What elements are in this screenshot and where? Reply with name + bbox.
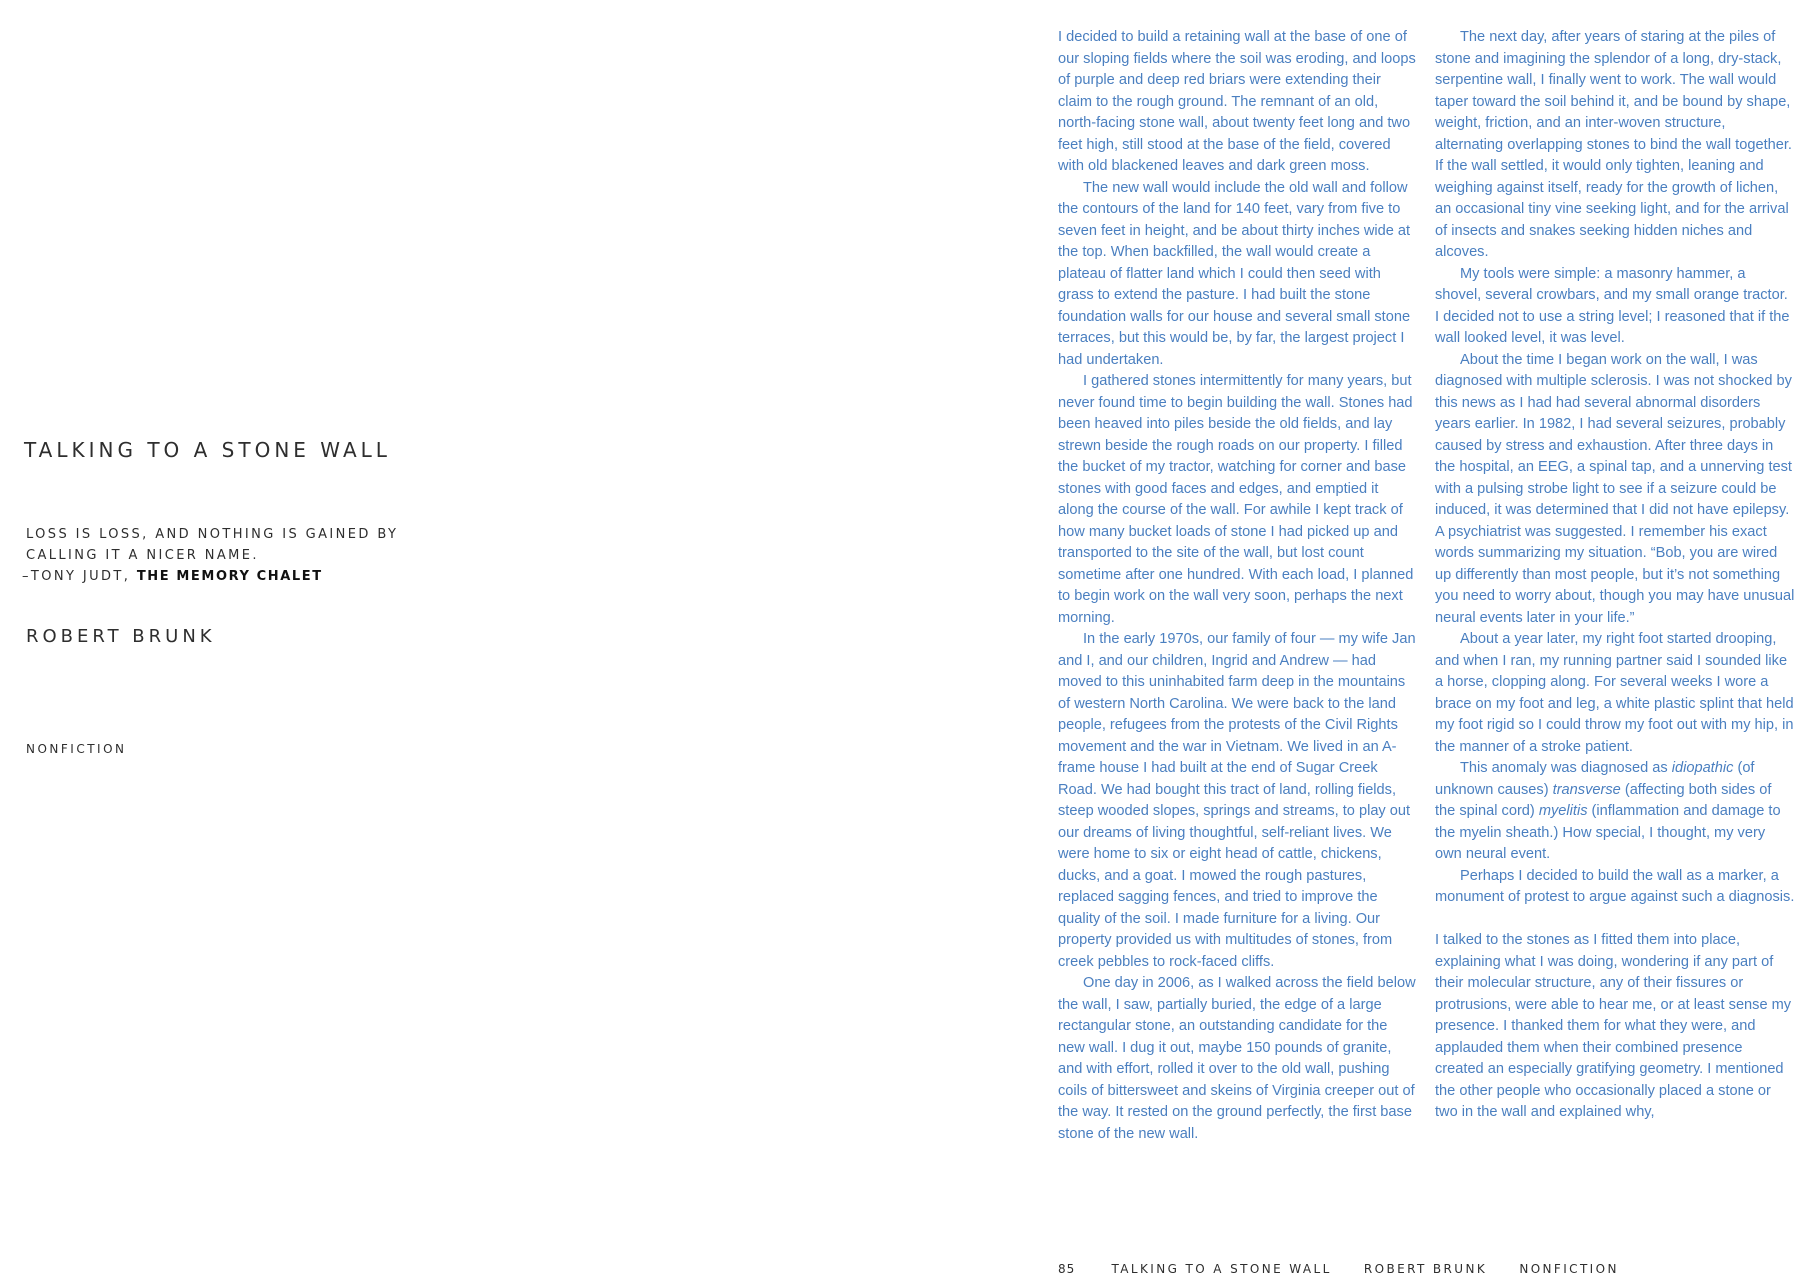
running-footer: [1058, 1262, 1645, 1276]
italic-term: idiopathic: [1671, 760, 1734, 776]
paragraph: [1435, 758, 1795, 866]
paragraph: About a year later, my right foot started drooping, and when I ran, my running partner said I sounded like a horse, clopping along. For several weeks I wore a brace on my foot and leg, a white plastic splint that held my foot rigid so I could throw my foot out with my hip, in the manner of a stroke patient.: [1435, 631, 1794, 755]
paragraph: I gathered stones intermittently for many years, but never found time to begin building the wall. Stones had been heaved into piles beside the old fields, and lay strewn beside the rough roads on our property. I filled the bucket of my tractor, watching for corner and base stones with good faces and edges, and emptied it along the course of the wall. For awhile I kept track of how many bucket loads of stone I had picked up and transported to the site of the wall, but lost count sometime after one hundred. With each load, I planned to begin work on the wall very soon, perhaps the next morning.: [1058, 373, 1414, 626]
italic-term: myelitis: [1538, 803, 1588, 819]
text-column-1: [1058, 27, 1418, 1145]
paragraph: In the early 1970s, our family of four — my wife Jan and I, and our children, Ingrid and Andrew — had moved to this uninhabited farm deep in the mountains of western North Carolina. We were back to the land people, refugees from the protests of the Civil Rights movement and the war in Vietnam. We lived in an A-frame house I had built at the end of Sugar Creek Road. We had bought this tract of land, rolling fields, steep wooded slopes, springs and streams, to play out our dreams of living thoughtful, self-reliant lives. We were home to six or eight head of cattle, chickens, ducks, and a goat. I mowed the rough pastures, replaced sagging fences, and tried to improve the quality of the soil. I made furniture for a living. Our property provided us with multitudes of stones, from creek pebbles to rock-faced cliffs.: [1058, 631, 1416, 970]
left-page: [0, 0, 880, 1286]
page-number: 85: [1058, 1262, 1076, 1276]
text-run: (affecting both sides of the spinal cord): [1435, 781, 1772, 819]
text-run: This anomaly was diagnosed as: [1460, 760, 1672, 776]
epigraph-attribution: [22, 566, 416, 587]
epigraph-quote: LOSS IS LOSS, AND NOTHING IS GAINED BY CALLING IT A NICER NAME.: [26, 527, 399, 563]
genre-label: NONFICTION: [26, 742, 127, 756]
paragraph: One day in 2006, as I walked across the field below the wall, I saw, partially buried, the edge of a large rectangular stone, an outstanding candidate for the new wall. I dug it out, maybe 150 pounds of granite, and with effort, rolled it over to the old wall, pushing coils of bittersweet and skeins of Virginia creeper out of the way. It rested on the ground perfectly, the first base stone of the new wall.: [1058, 975, 1416, 1142]
story-title: TALKING TO A STONE WALL: [24, 438, 391, 462]
paragraph: Perhaps I decided to build the wall as a marker, a monument of protest to argue against such a diagnosis.: [1435, 867, 1795, 905]
epigraph-author: –TONY JUDT,: [22, 569, 137, 584]
paragraph: The next day, after years of staring at the piles of stone and imagining the splendor of a long, dry-stack, serpentine wall, I finally went to work. The wall would taper toward the soil behind it, and be bound by shape, weight, friction, and an inter-woven structure, alternating overlapping stones to bind the wall together. If the wall settled, it would only tighten, leaning and weighing against itself, ready for the growth of lichen, an occasional tiny vine seeking light, and for the arrival of insects and snakes seeking hidden niches and alcoves.: [1435, 29, 1792, 260]
author-name: ROBERT BRUNK: [26, 626, 216, 647]
paragraph: My tools were simple: a masonry hammer, a shovel, several crowbars, and my small orange tractor. I decided not to use a string level; I reasoned that if the wall looked level, it was level.: [1435, 265, 1790, 346]
text-run: (of unknown causes): [1435, 760, 1755, 798]
footer-title: TALKING TO A STONE WALL: [1111, 1262, 1332, 1276]
paragraph: I talked to the stones as I fitted them into place, explaining what I was doing, wondering if any part of their molecular structure, any of their fissures or protrusions, were able to hear me, or at least sense my presence. I thanked them for what they were, and applauded them when their combined presence created an especially gratifying geometry. I mentioned the other people who occasionally placed a stone or two in the wall and explained why,: [1435, 932, 1792, 1120]
text-run: (inflammation and damage to the myelin sheath.) How special, I thought, my very own neural event.: [1435, 803, 1781, 862]
paragraph: About the time I began work on the wall, I was diagnosed with multiple sclerosis. I was not shocked by this news as I had had several abnormal disorders years earlier. In 1982, I had several seizures, probably caused by stress and exhaustion. After three days in the hospital, an EEG, a spinal tap, and a unnerving test with a pulsing strobe light to see if a seizure could be induced, it was determined that I did not have epilepsy. A psychiatrist was suggested. I remember his exact words summarizing my situation. “Bob, you are wired up differently than most people, but it’s not something you need to worry about, though you may have unusual neural events later in your life.”: [1435, 351, 1795, 626]
footer-genre: NONFICTION: [1519, 1262, 1619, 1276]
text-column-2: [1435, 27, 1795, 1124]
italic-term: transverse: [1552, 781, 1621, 798]
paragraph: The new wall would include the old wall and follow the contours of the land for 140 feet, vary from five to seven feet in height, and be about thirty inches wide at the top. When backfilled, the wall would create a plateau of flatter land which I could then seed with grass to extend the pasture. I had built the stone foundation walls for our house and several small stone terraces, but this would be, by far, the largest project I had undertaken.: [1058, 179, 1411, 368]
paragraph: I decided to build a retaining wall at the base of one of our sloping fields where the soil was eroding, and loops of purple and deep red briars were extending their claim to the rough ground. The remnant of an old, north-facing stone wall, about twenty feet long and two feet high, still stood at the base of the field, covered with old blackened leaves and dark green moss.: [1058, 29, 1416, 174]
footer-author: ROBERT BRUNK: [1363, 1262, 1488, 1276]
epigraph: [22, 524, 416, 587]
epigraph-book-title: THE MEMORY CHALET: [136, 569, 323, 584]
